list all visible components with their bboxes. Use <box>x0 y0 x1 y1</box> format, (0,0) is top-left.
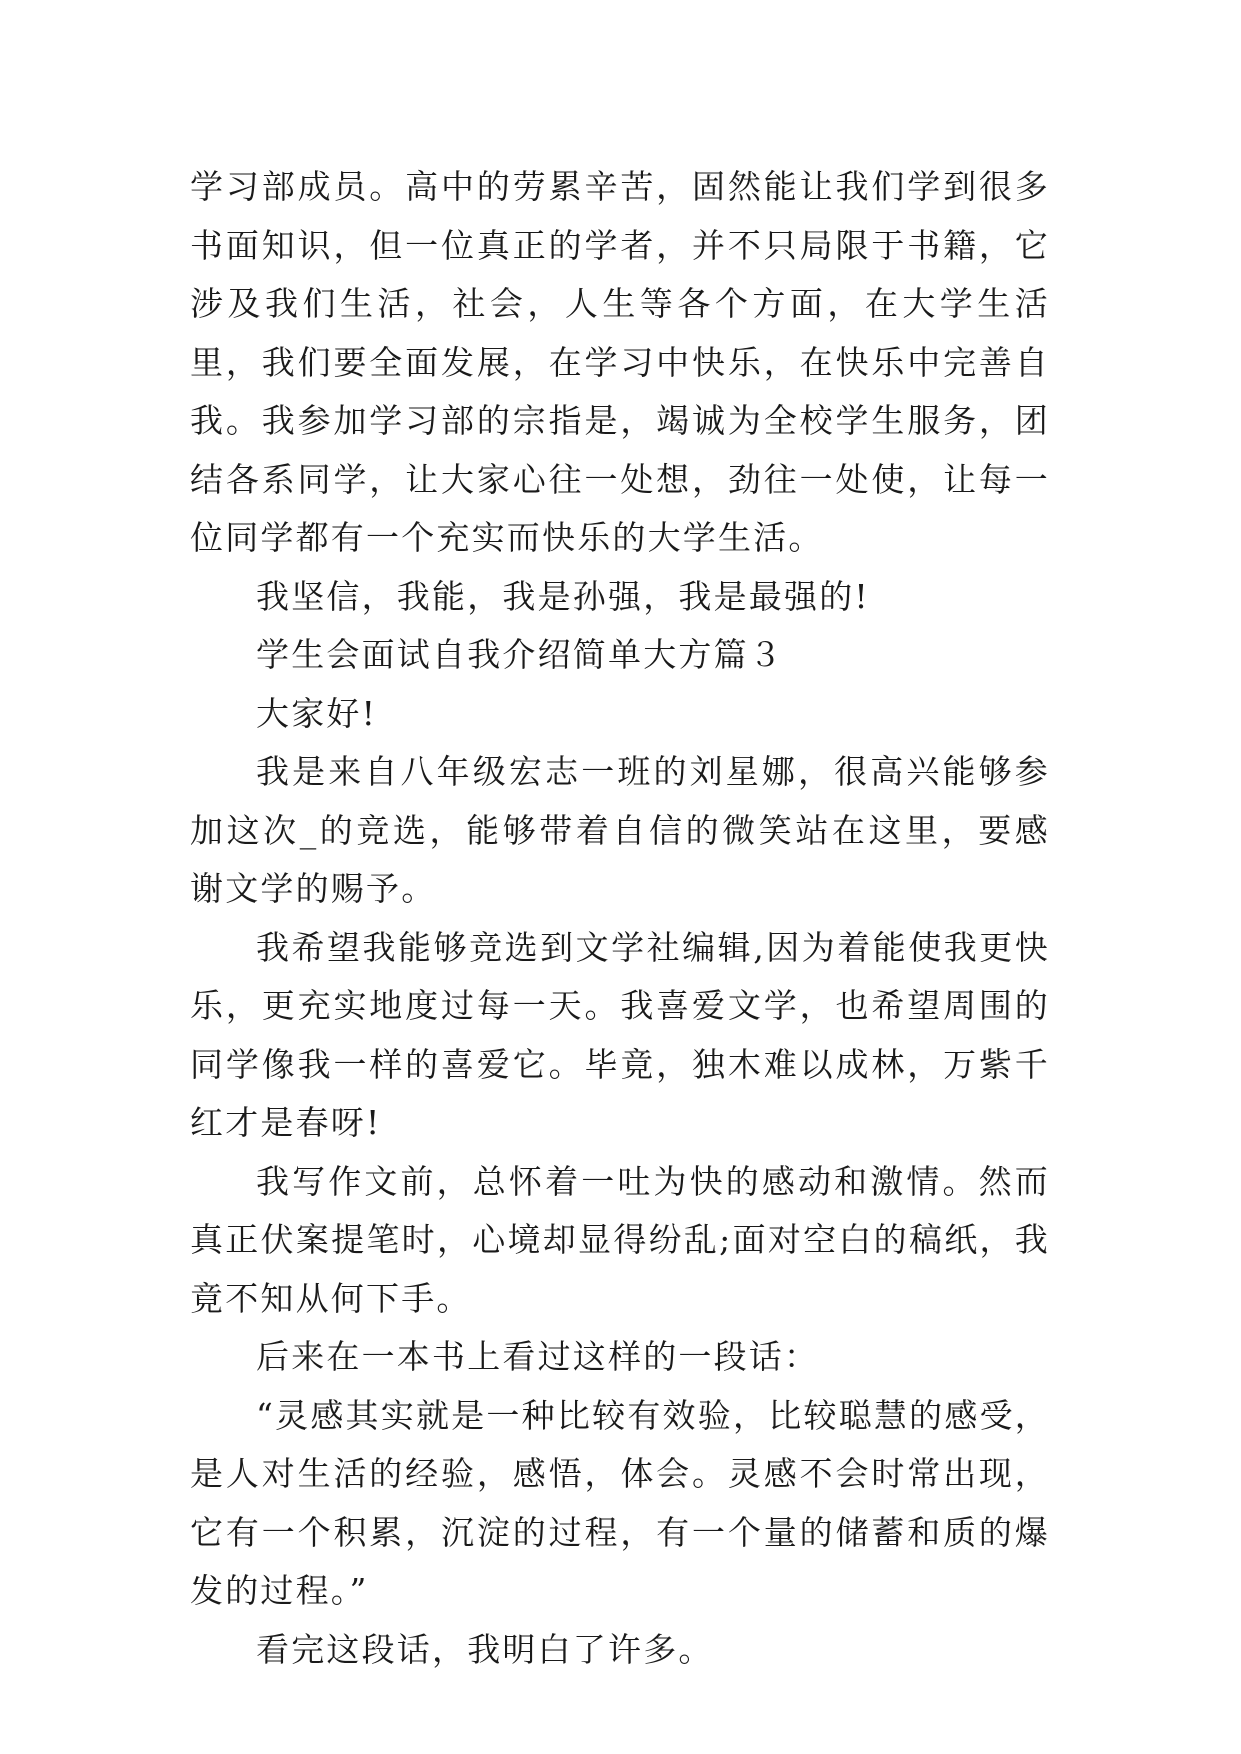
paragraph-introduction: 我是来自八年级宏志一班的刘星娜，很高兴能够参加这次_的竞选，能够带着自信的微笑站在这里，要感谢文学的赐予。 <box>190 752 1050 908</box>
paragraph-continuation: 学习部成员。高中的劳累辛苦，固然能让我们学到很多书面知识，但一位真正的学者，并不只局限于书籍，它涉及我们生活，社会，人生等各个方面，在大学生活里，我们要全面发展，在学习中快乐，在快乐中完善自我。我参加学习部的宗指是，竭诚为全校学生服务，团结各系同学，让大家心往一处想，劲往一处使，让每一位同学都有一个充实而快乐的大学生活。 <box>190 167 1050 557</box>
document-body <box>190 158 1050 1679</box>
paragraph-quote: “灵感其实就是一种比较有效验，比较聪慧的感受，是人对生活的经验，感悟，体会。灵感不会时常出现，它有一个积累，沉淀的过程，有一个量的储蓄和质的爆发的过程。” <box>190 1395 1050 1610</box>
paragraph-writing: 我写作文前，总怀着一吐为快的感动和激情。然而真正伏案提笔时，心境却显得纷乱;面对空白的稿纸，我竟不知从何下手。 <box>190 1161 1050 1318</box>
paragraph-hope: 我希望我能够竞选到文学社编辑,因为着能使我更快乐，更充实地度过每一天。我喜爱文学，也希望周围的同学像我一样的喜爱它。毕竟，独木难以成林，万紫千红才是春呀! <box>190 927 1050 1142</box>
paragraph-quote-intro: 后来在一本书上看过这样的一段话： <box>256 1337 820 1376</box>
section-heading: 学生会面试自我介绍简单大方篇３ <box>256 635 784 674</box>
paragraph-conclusion: 看完这段话，我明白了许多。 <box>256 1629 714 1669</box>
paragraph-greeting: 大家好! <box>256 693 378 733</box>
paragraph-belief: 我坚信，我能，我是孙强，我是最强的! <box>256 576 870 616</box>
